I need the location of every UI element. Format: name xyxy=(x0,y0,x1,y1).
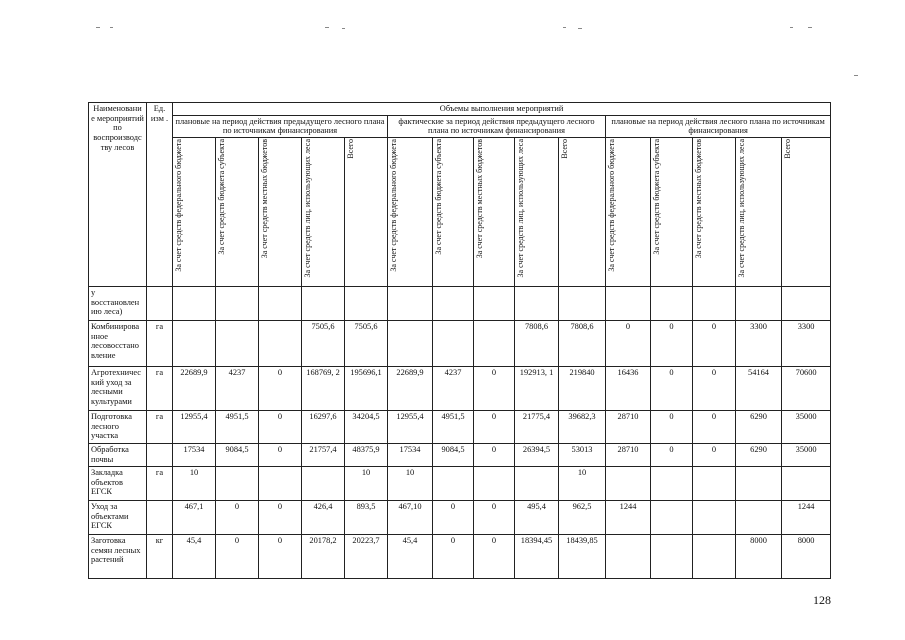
value-cell: 0 xyxy=(693,320,736,366)
value-cell: 16436 xyxy=(606,366,651,410)
subcolumn-header xyxy=(388,137,433,286)
value-cell: 35000 xyxy=(782,443,831,466)
value-cell: 17534 xyxy=(388,443,433,466)
value-cell xyxy=(651,286,693,320)
value-cell: 4951,5 xyxy=(216,410,259,443)
value-cell xyxy=(216,286,259,320)
subcolumn-header-text: За счет средств лиц, использующих леса xyxy=(303,138,312,278)
table-row xyxy=(89,320,831,366)
table-row xyxy=(89,443,831,466)
value-cell: 0 xyxy=(433,534,474,578)
value-cell: 7505,6 xyxy=(302,320,345,366)
value-cell xyxy=(606,534,651,578)
subcolumn-header xyxy=(345,137,388,286)
subcolumn-header-text: За счет средств лиц, использующих леса xyxy=(737,138,746,278)
value-cell: 0 xyxy=(693,443,736,466)
value-cell xyxy=(259,286,302,320)
subcolumn-header xyxy=(693,137,736,286)
value-cell: 3300 xyxy=(782,320,831,366)
value-cell: 0 xyxy=(651,366,693,410)
value-cell: 0 xyxy=(216,534,259,578)
unit-cell xyxy=(147,500,173,534)
value-cell xyxy=(388,320,433,366)
value-cell: 35000 xyxy=(782,410,831,443)
value-cell: 10 xyxy=(388,466,433,500)
value-cell xyxy=(606,286,651,320)
value-cell: 0 xyxy=(474,443,515,466)
unit-cell xyxy=(147,443,173,466)
value-cell: 219840 xyxy=(559,366,606,410)
table-row xyxy=(89,366,831,410)
value-cell: 3300 xyxy=(736,320,782,366)
value-cell: 10 xyxy=(345,466,388,500)
value-cell: 18394,45 xyxy=(515,534,559,578)
subcolumn-header xyxy=(559,137,606,286)
value-cell: 20223,7 xyxy=(345,534,388,578)
value-cell: 0 xyxy=(693,410,736,443)
value-cell xyxy=(345,286,388,320)
unit-cell: га xyxy=(147,466,173,500)
value-cell: 0 xyxy=(259,443,302,466)
value-cell xyxy=(216,320,259,366)
value-cell xyxy=(693,466,736,500)
value-cell: 195696,1 xyxy=(345,366,388,410)
value-cell: 0 xyxy=(259,410,302,443)
value-cell: 4951,5 xyxy=(433,410,474,443)
subcolumn-header xyxy=(259,137,302,286)
value-cell xyxy=(259,466,302,500)
value-cell xyxy=(651,534,693,578)
value-cell xyxy=(302,466,345,500)
value-cell: 7808,6 xyxy=(559,320,606,366)
unit-cell: га xyxy=(147,410,173,443)
subcolumn-header xyxy=(651,137,693,286)
value-cell: 70600 xyxy=(782,366,831,410)
value-cell: 0 xyxy=(474,366,515,410)
value-cell xyxy=(474,286,515,320)
value-cell: 21775,4 xyxy=(515,410,559,443)
value-cell: 26394,5 xyxy=(515,443,559,466)
value-cell: 893,5 xyxy=(345,500,388,534)
reforestation-table xyxy=(88,102,831,579)
value-cell: 34204,5 xyxy=(345,410,388,443)
subcolumn-header-text: Всего xyxy=(560,138,569,159)
value-cell: 48375,9 xyxy=(345,443,388,466)
subcolumn-header-text: За счет средств федерального бюджета xyxy=(174,138,183,272)
value-cell: 9084,5 xyxy=(433,443,474,466)
value-cell: 4237 xyxy=(216,366,259,410)
subcolumn-header-text: За счет средств бюджета субъекта xyxy=(434,138,443,255)
subcolumn-header xyxy=(433,137,474,286)
subcolumn-header-text: За счет средств федерального бюджета xyxy=(389,138,398,272)
subcolumn-header xyxy=(216,137,259,286)
unit-cell xyxy=(147,286,173,320)
value-cell: 9084,5 xyxy=(216,443,259,466)
header-group-prev-actual: фактические за период действия предыдущего лесного плана по источникам финансирования xyxy=(388,115,606,137)
value-cell xyxy=(736,466,782,500)
value-cell xyxy=(474,320,515,366)
value-cell: 12955,4 xyxy=(388,410,433,443)
table-row xyxy=(89,286,831,320)
value-cell xyxy=(736,500,782,534)
value-cell: 16297,6 xyxy=(302,410,345,443)
value-cell: 10 xyxy=(173,466,216,500)
subcolumn-header xyxy=(515,137,559,286)
table-row xyxy=(89,410,831,443)
unit-cell: кг xyxy=(147,534,173,578)
value-cell: 18439,85 xyxy=(559,534,606,578)
table-row xyxy=(89,466,831,500)
value-cell: 168769, 2 xyxy=(302,366,345,410)
activity-name-cell: Агротехничес кий уход за лесными культурами xyxy=(89,366,147,410)
value-cell: 1244 xyxy=(782,500,831,534)
value-cell xyxy=(693,534,736,578)
subcolumn-header-text: За счет средств федерального бюджета xyxy=(607,138,616,272)
value-cell: 39682,3 xyxy=(559,410,606,443)
subcolumn-header xyxy=(474,137,515,286)
value-cell xyxy=(651,500,693,534)
value-cell: 0 xyxy=(651,320,693,366)
value-cell xyxy=(433,286,474,320)
value-cell xyxy=(302,286,345,320)
value-cell: 0 xyxy=(606,320,651,366)
value-cell: 0 xyxy=(433,500,474,534)
activity-name-cell: Уход за объектами ЕГСК xyxy=(89,500,147,534)
value-cell xyxy=(736,286,782,320)
subcolumn-header-text: За счет средств бюджета субъекта xyxy=(652,138,661,255)
value-cell xyxy=(606,466,651,500)
subcolumn-header xyxy=(782,137,831,286)
value-cell: 0 xyxy=(693,366,736,410)
value-cell: 8000 xyxy=(782,534,831,578)
table-row xyxy=(89,534,831,578)
value-cell: 22689,9 xyxy=(173,366,216,410)
table-body xyxy=(89,286,831,578)
value-cell xyxy=(651,466,693,500)
subcolumn-header xyxy=(606,137,651,286)
subcolumn-header-text: Всего xyxy=(783,138,792,159)
value-cell xyxy=(173,286,216,320)
value-cell: 0 xyxy=(259,534,302,578)
value-cell: 495,4 xyxy=(515,500,559,534)
activity-name-cell: Заготовка семян лесных растений xyxy=(89,534,147,578)
value-cell: 6290 xyxy=(736,410,782,443)
value-cell xyxy=(782,466,831,500)
value-cell: 0 xyxy=(651,443,693,466)
value-cell: 45,4 xyxy=(388,534,433,578)
value-cell: 7808,6 xyxy=(515,320,559,366)
unit-cell: га xyxy=(147,320,173,366)
value-cell: 20178,2 xyxy=(302,534,345,578)
subcolumn-header-text: За счет средств лиц, использующих леса xyxy=(516,138,525,278)
value-cell xyxy=(515,466,559,500)
activity-name-cell: Обработка почвы xyxy=(89,443,147,466)
header-activity-name: Наименовани е мероприятий по воспроизводс тву лесов xyxy=(89,103,147,287)
activity-name-cell: у восстановлен ию леса) xyxy=(89,286,147,320)
value-cell: 54164 xyxy=(736,366,782,410)
value-cell xyxy=(216,466,259,500)
subcolumn-header xyxy=(302,137,345,286)
value-cell: 53013 xyxy=(559,443,606,466)
subcolumn-header-text: За счет средств местных бюджетов xyxy=(694,138,703,259)
value-cell: 28710 xyxy=(606,410,651,443)
subcolumn-header-text: За счет средств местных бюджетов xyxy=(475,138,484,259)
value-cell: 4237 xyxy=(433,366,474,410)
page-number: 128 xyxy=(813,593,831,607)
value-cell xyxy=(259,320,302,366)
value-cell xyxy=(782,286,831,320)
value-cell: 467,1 xyxy=(173,500,216,534)
value-cell xyxy=(433,320,474,366)
activity-name-cell: Подготовка лесного участка xyxy=(89,410,147,443)
value-cell: 7505,6 xyxy=(345,320,388,366)
value-cell xyxy=(515,286,559,320)
subcolumn-header xyxy=(736,137,782,286)
value-cell: 10 xyxy=(559,466,606,500)
value-cell: 0 xyxy=(216,500,259,534)
value-cell: 17534 xyxy=(173,443,216,466)
value-cell xyxy=(388,286,433,320)
value-cell: 426,4 xyxy=(302,500,345,534)
header-volumes: Объемы выполнения мероприятий xyxy=(173,103,831,116)
value-cell: 0 xyxy=(651,410,693,443)
value-cell: 192913, 1 xyxy=(515,366,559,410)
activity-name-cell: Комбинирова нное лесовосстано вление xyxy=(89,320,147,366)
value-cell xyxy=(693,286,736,320)
value-cell: 0 xyxy=(474,534,515,578)
value-cell xyxy=(173,320,216,366)
value-cell: 0 xyxy=(474,500,515,534)
value-cell: 467,10 xyxy=(388,500,433,534)
unit-cell: га xyxy=(147,366,173,410)
value-cell: 12955,4 xyxy=(173,410,216,443)
value-cell xyxy=(474,466,515,500)
header-subcolumns xyxy=(89,137,831,286)
value-cell: 22689,9 xyxy=(388,366,433,410)
value-cell: 962,5 xyxy=(559,500,606,534)
value-cell: 1244 xyxy=(606,500,651,534)
subcolumn-header-text: За счет средств местных бюджетов xyxy=(260,138,269,259)
value-cell xyxy=(559,286,606,320)
value-cell: 45,4 xyxy=(173,534,216,578)
value-cell xyxy=(433,466,474,500)
value-cell: 28710 xyxy=(606,443,651,466)
value-cell: 0 xyxy=(259,366,302,410)
subcolumn-header-text: Всего xyxy=(346,138,355,159)
header-group-planned: плановые на период действия лесного плана по источникам финансирования xyxy=(606,115,831,137)
activity-name-cell: Закладка объектов ЕГСК xyxy=(89,466,147,500)
header-unit: Ед. изм . xyxy=(147,103,173,287)
value-cell: 6290 xyxy=(736,443,782,466)
value-cell: 21757,4 xyxy=(302,443,345,466)
subcolumn-header xyxy=(173,137,216,286)
value-cell: 8000 xyxy=(736,534,782,578)
value-cell xyxy=(693,500,736,534)
table-row xyxy=(89,500,831,534)
value-cell: 0 xyxy=(259,500,302,534)
header-group-prev-planned: плановые на период действия предыдущего лесного плана по источникам финансирования xyxy=(173,115,388,137)
value-cell: 0 xyxy=(474,410,515,443)
subcolumn-header-text: За счет средств бюджета субъекта xyxy=(217,138,226,255)
